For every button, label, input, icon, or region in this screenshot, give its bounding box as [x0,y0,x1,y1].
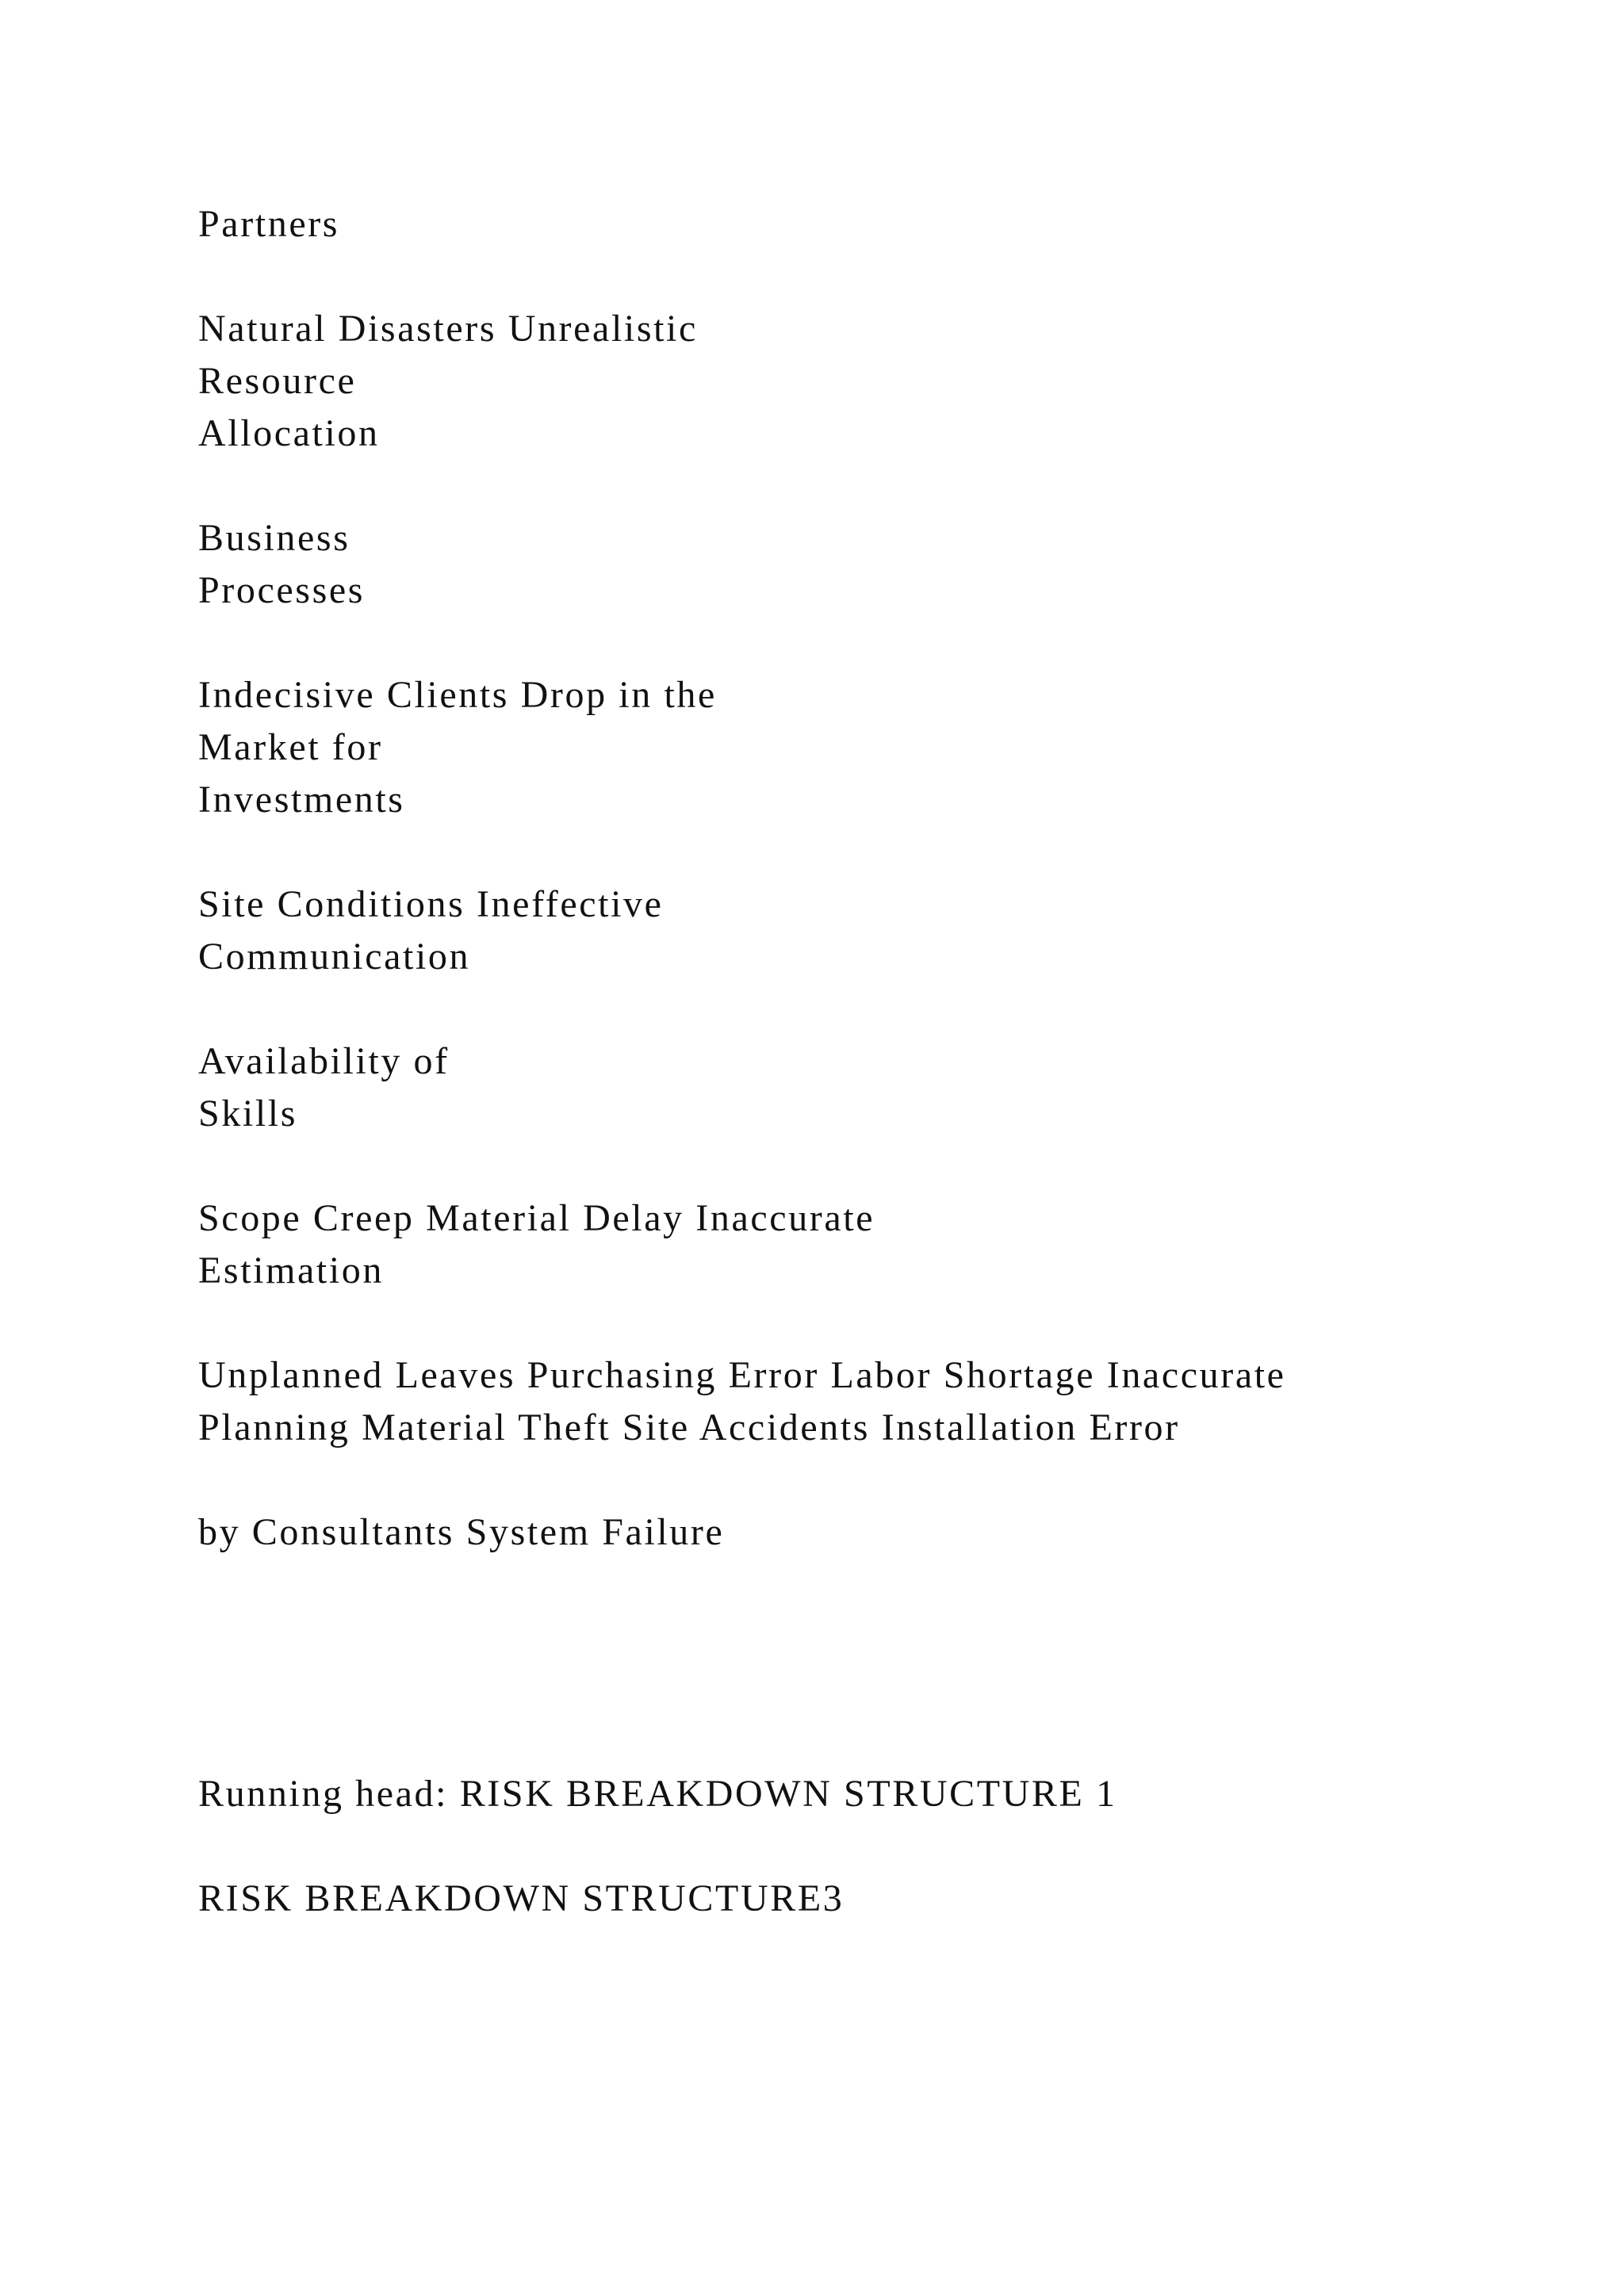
page-header-title: RISK BREAKDOWN STRUCTURE3 [198,1877,845,1919]
text-scope-creep: Scope Creep Material Delay Inaccurate Estimation [198,1197,875,1292]
text-by-consultants: by Consultants System Failure [198,1511,725,1553]
text-business-processes: Business Processes [198,517,366,611]
text-partners: Partners [198,203,340,245]
text-natural-disasters: Natural Disasters Unrealistic Resource Allocation [198,308,698,454]
running-head: Running head: RISK BREAKDOWN STRUCTURE 1 [198,1773,1117,1815]
text-unplanned-leaves: Unplanned Leaves Purchasing Error Labor Shortage Inaccurate Planning Material Theft Site Accidents Installation Error [198,1354,1286,1448]
text-site-conditions: Site Conditions Ineffective Communication [198,883,664,978]
text-indecisive-clients: Indecisive Clients Drop in the Market for Investments [198,674,717,821]
text-availability-of-skills: Availability of Skills [198,1040,450,1135]
